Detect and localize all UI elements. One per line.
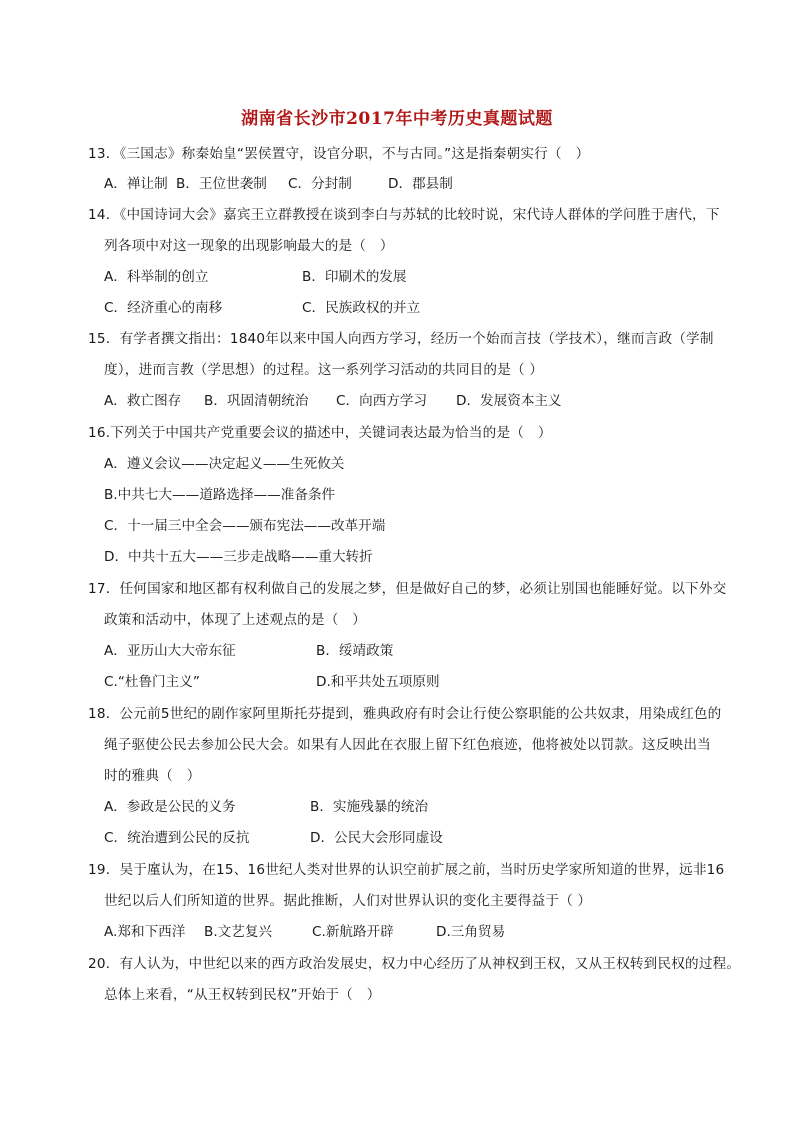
question-15-option-a: A．救亡图存 [104,393,182,409]
question-19-stem-line-1: 19．吴于廑认为，在15、16世纪人类对世界的认识空前扩展之前，当时历史学家所知道的世界，远非16 [88,862,725,878]
question-17-option-d: D.和平共处五项原则 [316,674,440,690]
question-13-option-a: A．禅让制 [104,176,168,192]
question-17-option-c: C.“杜鲁门主义” [104,674,200,690]
question-19-option-b: B.文艺复兴 [204,924,273,940]
question-20-stem-line-1: 20．有人认为，中世纪以来的西方政治发展史，权力中心经历了从神权到王权，又从王权转到民权的过程。 [88,956,741,972]
question-15-stem-line-2: 度），进而言教（学思想）的过程。这一系列学习活动的共同目的是（ ） [104,362,544,378]
question-16-option-b: B.中共七大——道路选择——准备条件 [104,487,336,503]
question-15-stem-line-1: 15．有学者撰文指出：1840年以来中国人向西方学习，经历一个始而言技（学技术），继而言政（学制 [88,331,714,347]
question-18-option-d: D．公民大会形同虚设 [310,830,443,846]
page-title: 湖南省长沙市2017年中考历史真题试题 [241,109,553,129]
question-18-stem-line-1: 18．公元前5世纪的剧作家阿里斯托芬提到，雅典政府有时会让行使公察职能的公共奴隶，用染成红色的 [88,706,722,722]
question-14-stem-line-1: 14．《中国诗词大会》嘉宾王立群教授在谈到李白与苏轼的比较时说，宋代诗人群体的学问胜于唐代，下 [88,207,720,223]
question-13-stem: 13．《三国志》称秦始皇“罢侯置守，设官分职，不与古同。”这是指秦朝实行（ ） [88,146,590,162]
question-17-stem-line-1: 17．任何国家和地区都有权利做自己的发展之梦，但是做好自己的梦，必须让别国也能睡好觉。以下外交 [88,581,727,597]
question-15-option-d: D．发展资本主义 [456,393,562,409]
question-13-option-d: D．郡县制 [388,176,453,192]
question-15-option-b: B．巩固清朝统治 [204,393,309,409]
question-16-stem: 16.下列关于中国共产党重要会议的描述中，关键词表达最为恰当的是（ ） [88,425,552,441]
question-19-option-c: C.新航路开辟 [312,924,394,940]
question-18-stem-line-2: 绳子驱使公民去参加公民大会。如果有人因此在衣服上留下红色痕迹，他将被处以罚款。这反映出当 [104,737,711,753]
question-16-option-a: A．遵义会议——决定起义——生死攸关 [104,456,345,472]
question-18-option-b: B．实施残暴的统治 [310,799,429,815]
question-18-option-a: A．参政是公民的义务 [104,799,236,815]
question-15-option-c: C．向西方学习 [336,393,428,409]
question-14-stem-line-2: 列各项中对这一现象的出现影响最大的是（ ） [104,238,394,254]
question-16-option-d: D．中共十五大——三步走战略——重大转折 [104,549,373,565]
question-14-option-d: C．民族政权的并立 [302,300,421,316]
question-13-option-b: B．王位世袭制 [176,176,267,192]
question-18-option-c: C．统治遭到公民的反抗 [104,830,250,846]
question-17-option-a: A．亚历山大大帝东征 [104,643,236,659]
question-20-stem-line-2: 总体上来看，“从王权转到民权”开始于（ ） [104,987,381,1003]
question-14-option-b: B．印刷术的发展 [302,269,407,285]
question-18-stem-line-3: 时的雅典（ ） [104,768,201,784]
question-19-stem-line-2: 世纪以后人们所知道的世界。据此推断，人们对世界认识的变化主要得益于（ ） [104,893,592,909]
question-19-option-a: A.郑和下西洋 [104,924,186,940]
question-13-option-c: C．分封制 [288,176,352,192]
question-14-option-c: C．经济重心的南移 [104,300,223,316]
question-14-option-a: A．科举制的创立 [104,269,209,285]
question-16-option-c: C．十一届三中全会——颁布宪法——改革开端 [104,518,386,534]
question-17-option-b: B．绥靖政策 [316,643,394,659]
question-17-stem-line-2: 政策和活动中，体现了上述观点的是（ ） [104,612,367,628]
question-19-option-d: D.三角贸易 [436,924,506,940]
